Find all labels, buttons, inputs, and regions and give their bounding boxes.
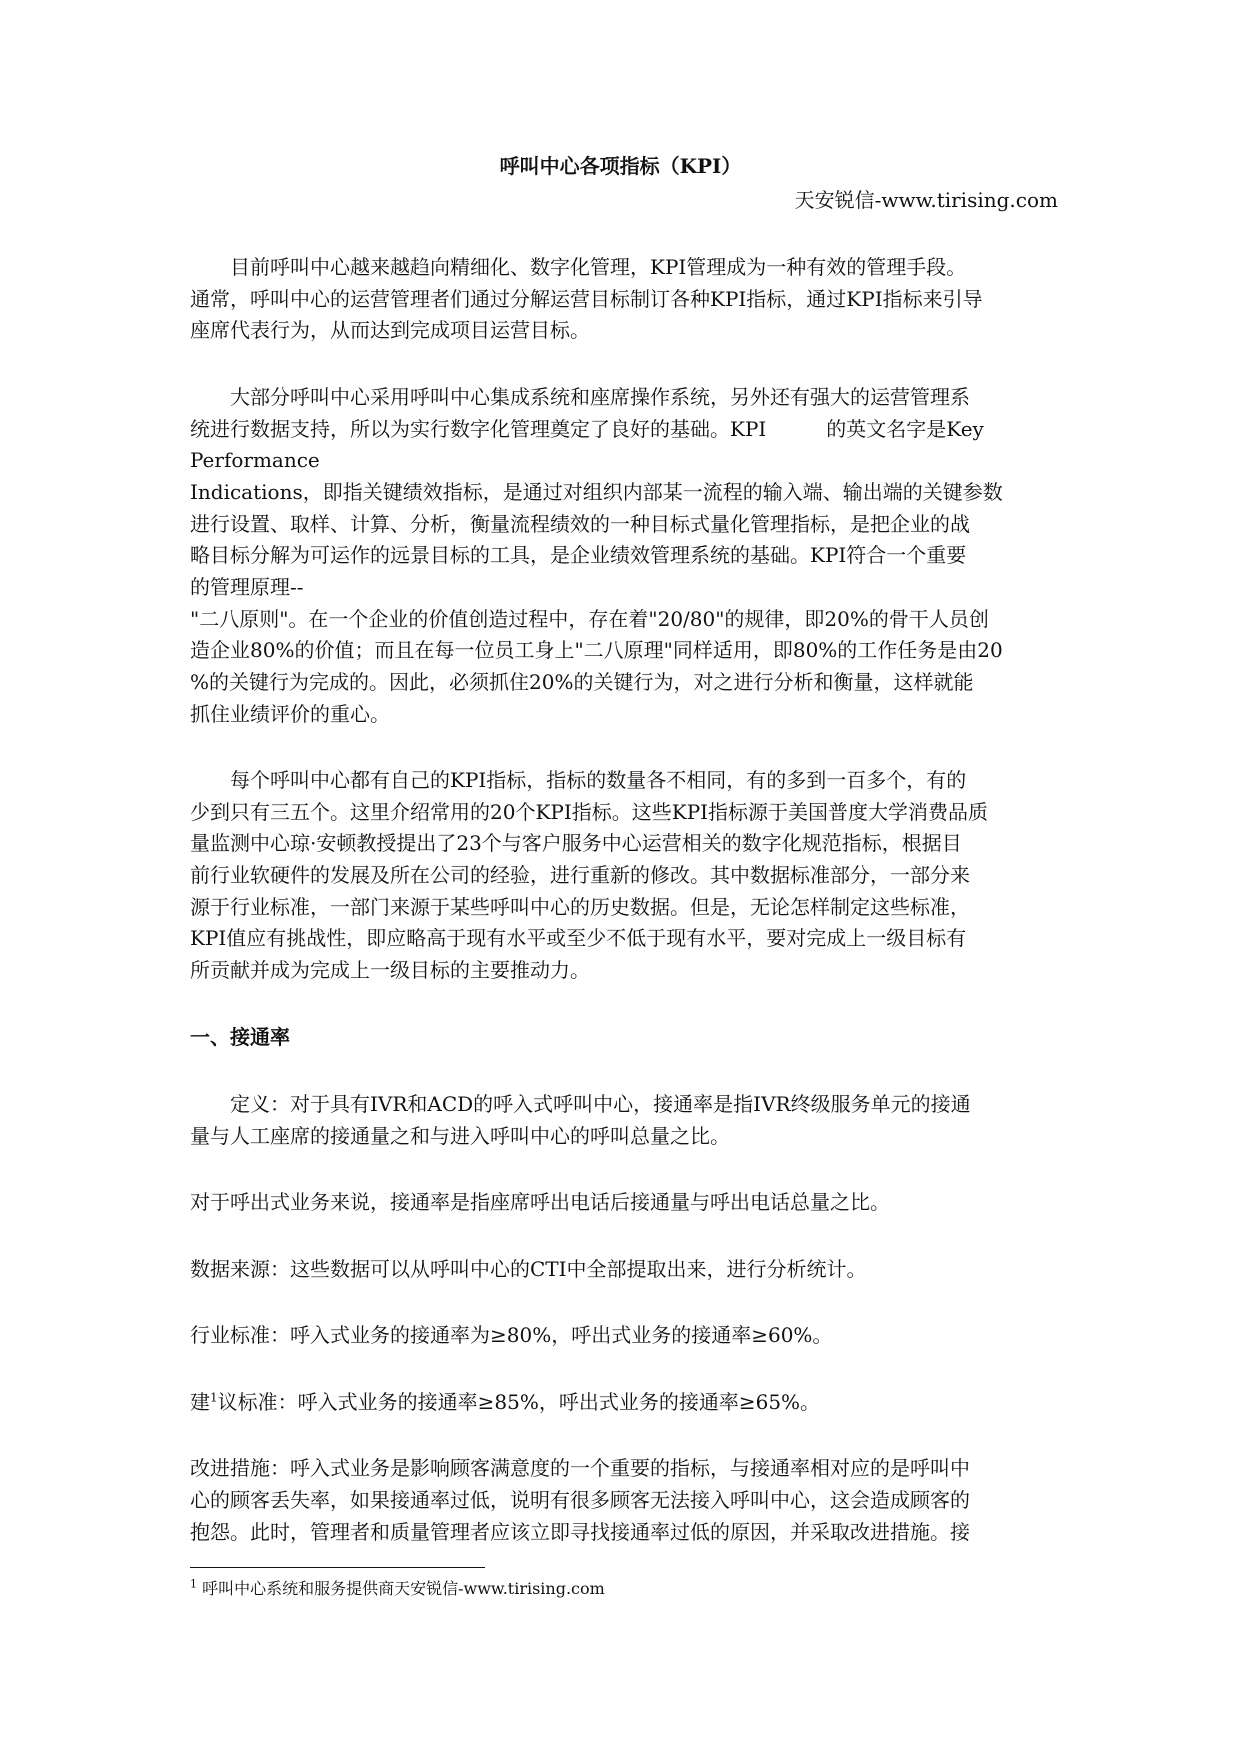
paragraph-line: Indications，即指关键绩效指标，是通过对组织内部某一流程的输入端、输出端的关键参数 [190,480,1003,504]
paragraph-line: %的关键行为完成的。因此，必须抓住20%的关键行为，对之进行分析和衡量，这样就能 [190,670,974,694]
paragraph-line: 抱怨。此时，管理者和质量管理者应该立即寻找接通率过低的原因，并采取改进措施。接 [190,1520,970,1544]
paragraph-line: 的管理原理-- [190,575,304,599]
document-subtitle: 天安锐信-www.tirising.com [794,188,1058,212]
paragraph-line: Performance [190,448,320,472]
paragraph-line: "二八原则"。在一个企业的价值创造过程中，存在着"20/80"的规律，即20%的骨干人员创 [190,607,989,631]
line-prefix: 建 [190,1390,210,1414]
footnote-ref[interactable]: 1 [210,1390,218,1405]
paragraph-line: 少到只有三五个。这里介绍常用的20个KPI指标。这些KPI指标源于美国普度大学消费品质 [190,800,989,824]
paragraph-line: 目前呼叫中心越来越趋向精细化、数字化管理，KPI管理成为一种有效的管理手段。 [190,255,967,279]
paragraph-line: 心的顾客丢失率，如果接通率过低，说明有很多顾客无法接入呼叫中心，这会造成顾客的 [190,1488,970,1512]
paragraph-line [190,1386,1060,1418]
paragraph-line: 量监测中心琼·安顿教授提出了23个与客户服务中心运营相关的数字化规范指标，根据目 [190,831,962,855]
paragraph-line: 抓住业绩评价的重心。 [190,702,390,726]
paragraph-line: 略目标分解为可运作的远景目标的工具，是企业绩效管理系统的基础。KPI符合一个重要 [190,543,967,567]
paragraph-line: 统进行数据支持，所以为实行数字化管理奠定了良好的基础。KPI 的英文名字是Key [190,417,984,441]
paragraph-line: KPI值应有挑战性，即应略高于现有水平或至少不低于现有水平，要对完成上一级目标有 [190,926,967,950]
paragraph-line: 座席代表行为，从而达到完成项目运营目标。 [190,318,590,342]
document-title: 呼叫中心各项指标（KPI） [499,154,742,178]
paragraph-line: 量与人工座席的接通量之和与进入呼叫中心的呼叫总量之比。 [190,1124,730,1148]
paragraph-line: 每个呼叫中心都有自己的KPI指标，指标的数量各不相同，有的多到一百多个，有的 [190,768,967,792]
line-rest: 议标准：呼入式业务的接通率≥85%，呼出式业务的接通率≥65%。 [217,1390,821,1414]
footnote-text: 呼叫中心系统和服务提供商天安锐信-www.tirising.com [202,1579,605,1598]
footnote [190,1576,605,1602]
paragraph-line: 进行设置、取样、计算、分析，衡量流程绩效的一种目标式量化管理指标，是把企业的战 [190,512,970,536]
paragraph-line: 对于呼出式业务来说，接通率是指座席呼出电话后接通量与呼出电话总量之比。 [190,1190,890,1214]
paragraph-line: 前行业软硬件的发展及所在公司的经验，进行重新的修改。其中数据标准部分，一部分来 [190,863,970,887]
paragraph-line: 造企业80%的价值；而且在每一位员工身上"二八原理"同样适用，即80%的工作任务是由20 [190,638,1003,662]
paragraph-line: 通常，呼叫中心的运营管理者们通过分解运营目标制订各种KPI指标，通过KPI指标来引导 [190,287,983,311]
paragraph-line: 行业标准：呼入式业务的接通率为≥80%，呼出式业务的接通率≥60%。 [190,1323,833,1347]
paragraph-line: 所贡献并成为完成上一级目标的主要推动力。 [190,958,590,982]
paragraph-line: 源于行业标准，一部门来源于某些呼叫中心的历史数据。但是，无论怎样制定这些标准， [190,895,970,919]
paragraph-line: 改进措施：呼入式业务是影响顾客满意度的一个重要的指标，与接通率相对应的是呼叫中 [190,1456,970,1480]
footnote-marker: 1 [190,1577,197,1591]
footnote-divider [190,1567,485,1568]
paragraph-line: 数据来源：这些数据可以从呼叫中心的CTI中全部提取出来，进行分析统计。 [190,1257,867,1281]
paragraph-line: 定义：对于具有IVR和ACD的呼入式呼叫中心，接通率是指IVR终级服务单元的接通 [190,1092,971,1116]
section-heading: 一、接通率 [190,1025,290,1049]
paragraph-line: 大部分呼叫中心采用呼叫中心集成系统和座席操作系统，另外还有强大的运营管理系 [190,385,970,409]
